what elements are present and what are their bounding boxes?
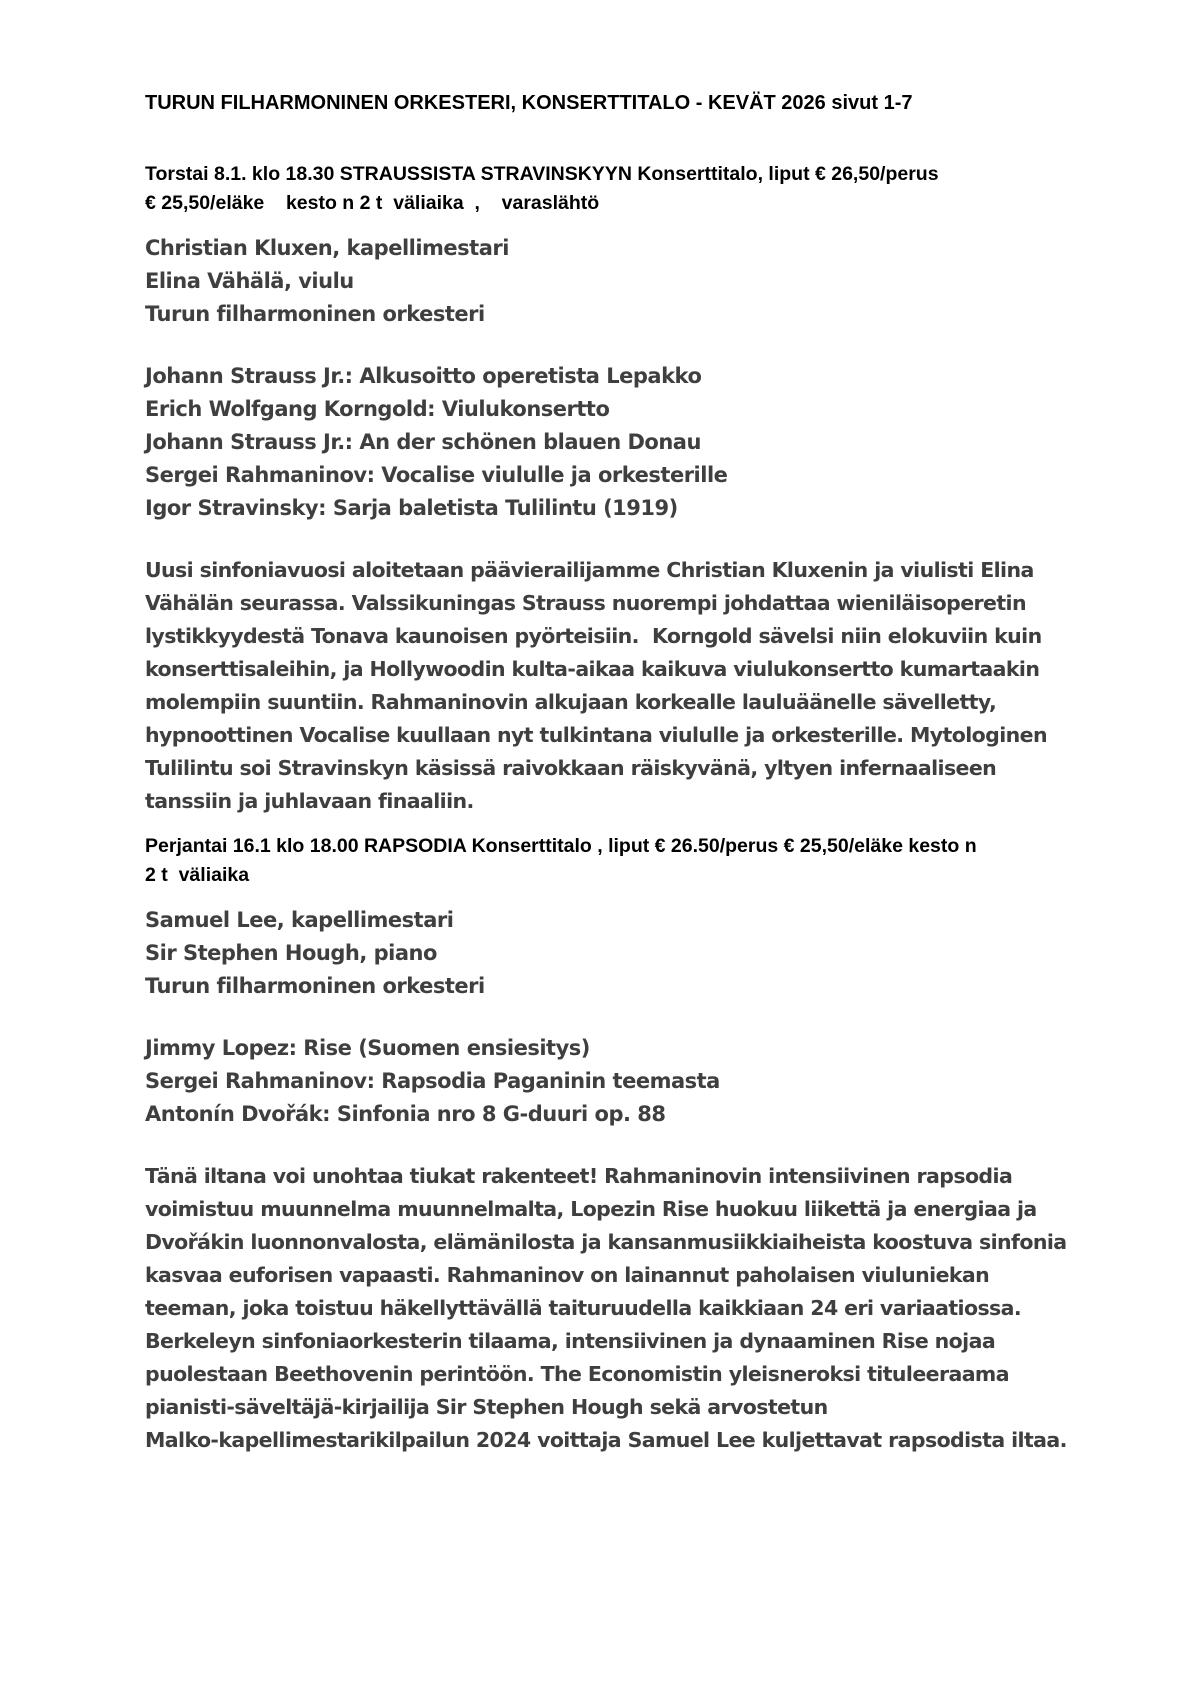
concert-1-header-line-2: € 25,50/eläke kesto n 2 t väliaika , varaslähtö	[145, 192, 600, 214]
description-line: hypnoottinen Vocalise kuullaan nyt tulkintana viululle ja orkesterille. Mytologinen	[145, 723, 1047, 747]
description-line: Tulilintu soi Stravinskyn käsissä raivokkaan räiskyvänä, yltyen infernaaliseen	[145, 756, 997, 780]
program-item: Erich Wolfgang Korngold: Viulukonsertto	[145, 397, 610, 421]
description-line: voimistuu muunnelma muunnelmalta, Lopezin Rise huokuu liikettä ja energiaa ja	[145, 1197, 1037, 1221]
description-line: kasvaa euforisen vapaasti. Rahmaninov on lainannut paholaisen viuluniekan	[145, 1263, 990, 1287]
description-line: puolestaan Beethovenin perintöön. The Economistin yleisneroksi tituleeraama	[145, 1362, 1009, 1386]
performer: Sir Stephen Hough, piano	[145, 941, 437, 965]
program-item: Antonín Dvořák: Sinfonia nro 8 G-duuri op. 88	[145, 1102, 666, 1126]
document-title: TURUN FILHARMONINEN ORKESTERI, KONSERTTITALO - KEVÄT 2026 sivut 1-7	[145, 92, 913, 114]
concert-2-header	[145, 832, 1065, 890]
performer: Turun filharmoninen orkesteri	[145, 974, 485, 998]
description-line: lystikkyydestä Tonava kaunoisen pyörteisiin. Korngold sävelsi niin elokuviin kuin	[145, 624, 1042, 648]
performer: Samuel Lee, kapellimestari	[145, 908, 454, 932]
program-item: Johann Strauss Jr.: Alkusoitto operetista Lepakko	[145, 364, 702, 388]
description-line: molempiin suuntiin. Rahmaninovin alkujaan korkealle lauluäänelle sävelletty,	[145, 690, 997, 714]
program-item: Igor Stravinsky: Sarja baletista Tulilintu (1919)	[145, 496, 678, 520]
program-item: Johann Strauss Jr.: An der schönen blauen Donau	[145, 430, 701, 454]
description-line: Dvořákin luonnonvalosta, elämänilosta ja kansanmusiikkiaiheista koostuva sinfonia	[145, 1230, 1067, 1254]
program-item: Sergei Rahmaninov: Rapsodia Paganinin teemasta	[145, 1069, 720, 1093]
description-line: Tänä iltana voi unohtaa tiukat rakenteet! Rahmaninovin intensiivinen rapsodia	[145, 1164, 1013, 1188]
concert-1-performers	[145, 232, 1065, 331]
description-line: tanssiin ja juhlavaan finaaliin.	[145, 789, 474, 813]
performer: Turun filharmoninen orkesteri	[145, 302, 485, 326]
document-page	[145, 80, 1065, 1457]
description-line: teeman, joka toistuu häkellyttävällä taituruudella kaikkiaan 24 eri variaatiossa.	[145, 1296, 1022, 1320]
concert-2-header-line-2: 2 t väliaika	[145, 864, 250, 886]
description-line: konserttisaleihin, ja Hollywoodin kulta-aikaa kaikuva viulukonsertto kumartaakin	[145, 657, 1040, 681]
description-line: Vähälän seurassa. Valssikuningas Strauss nuorempi johdattaa wieniläisoperetin	[145, 591, 1026, 615]
description-line: Berkeleyn sinfoniaorkesterin tilaama, intensiivinen ja dynaaminen Rise nojaa	[145, 1329, 996, 1353]
description-line: Malko-kapellimestarikilpailun 2024 voittaja Samuel Lee kuljettavat rapsodista iltaa.	[145, 1428, 1067, 1452]
concert-1-program	[145, 360, 1065, 525]
program-item: Sergei Rahmaninov: Vocalise viululle ja orkesterille	[145, 463, 728, 487]
description-line: pianisti-säveltäjä-kirjailija Sir Stephen Hough sekä arvostetun	[145, 1395, 828, 1419]
concert-2	[145, 832, 1065, 1457]
description-line: Uusi sinfoniavuosi aloitetaan päävierailijamme Christian Kluxenin ja viulisti Elina	[145, 558, 1034, 582]
concert-1-header	[145, 160, 1065, 218]
concert-1	[145, 160, 1065, 818]
concert-2-performers	[145, 904, 1065, 1003]
concert-2-header-line-1: Perjantai 16.1 klo 18.00 RAPSODIA Konserttitalo , liput € 26.50/perus € 25,50/eläke kesto n	[145, 835, 977, 857]
concert-2-program	[145, 1032, 1065, 1131]
concert-1-header-line-1: Torstai 8.1. klo 18.30 STRAUSSISTA STRAVINSKYYN Konserttitalo, liput € 26,50/perus	[145, 163, 939, 185]
performer: Christian Kluxen, kapellimestari	[145, 236, 509, 260]
concert-2-description	[145, 1160, 1065, 1457]
performer: Elina Vähälä, viulu	[145, 269, 354, 293]
concert-1-description	[145, 554, 1065, 818]
program-item: Jimmy Lopez: Rise (Suomen ensiesitys)	[145, 1036, 590, 1060]
